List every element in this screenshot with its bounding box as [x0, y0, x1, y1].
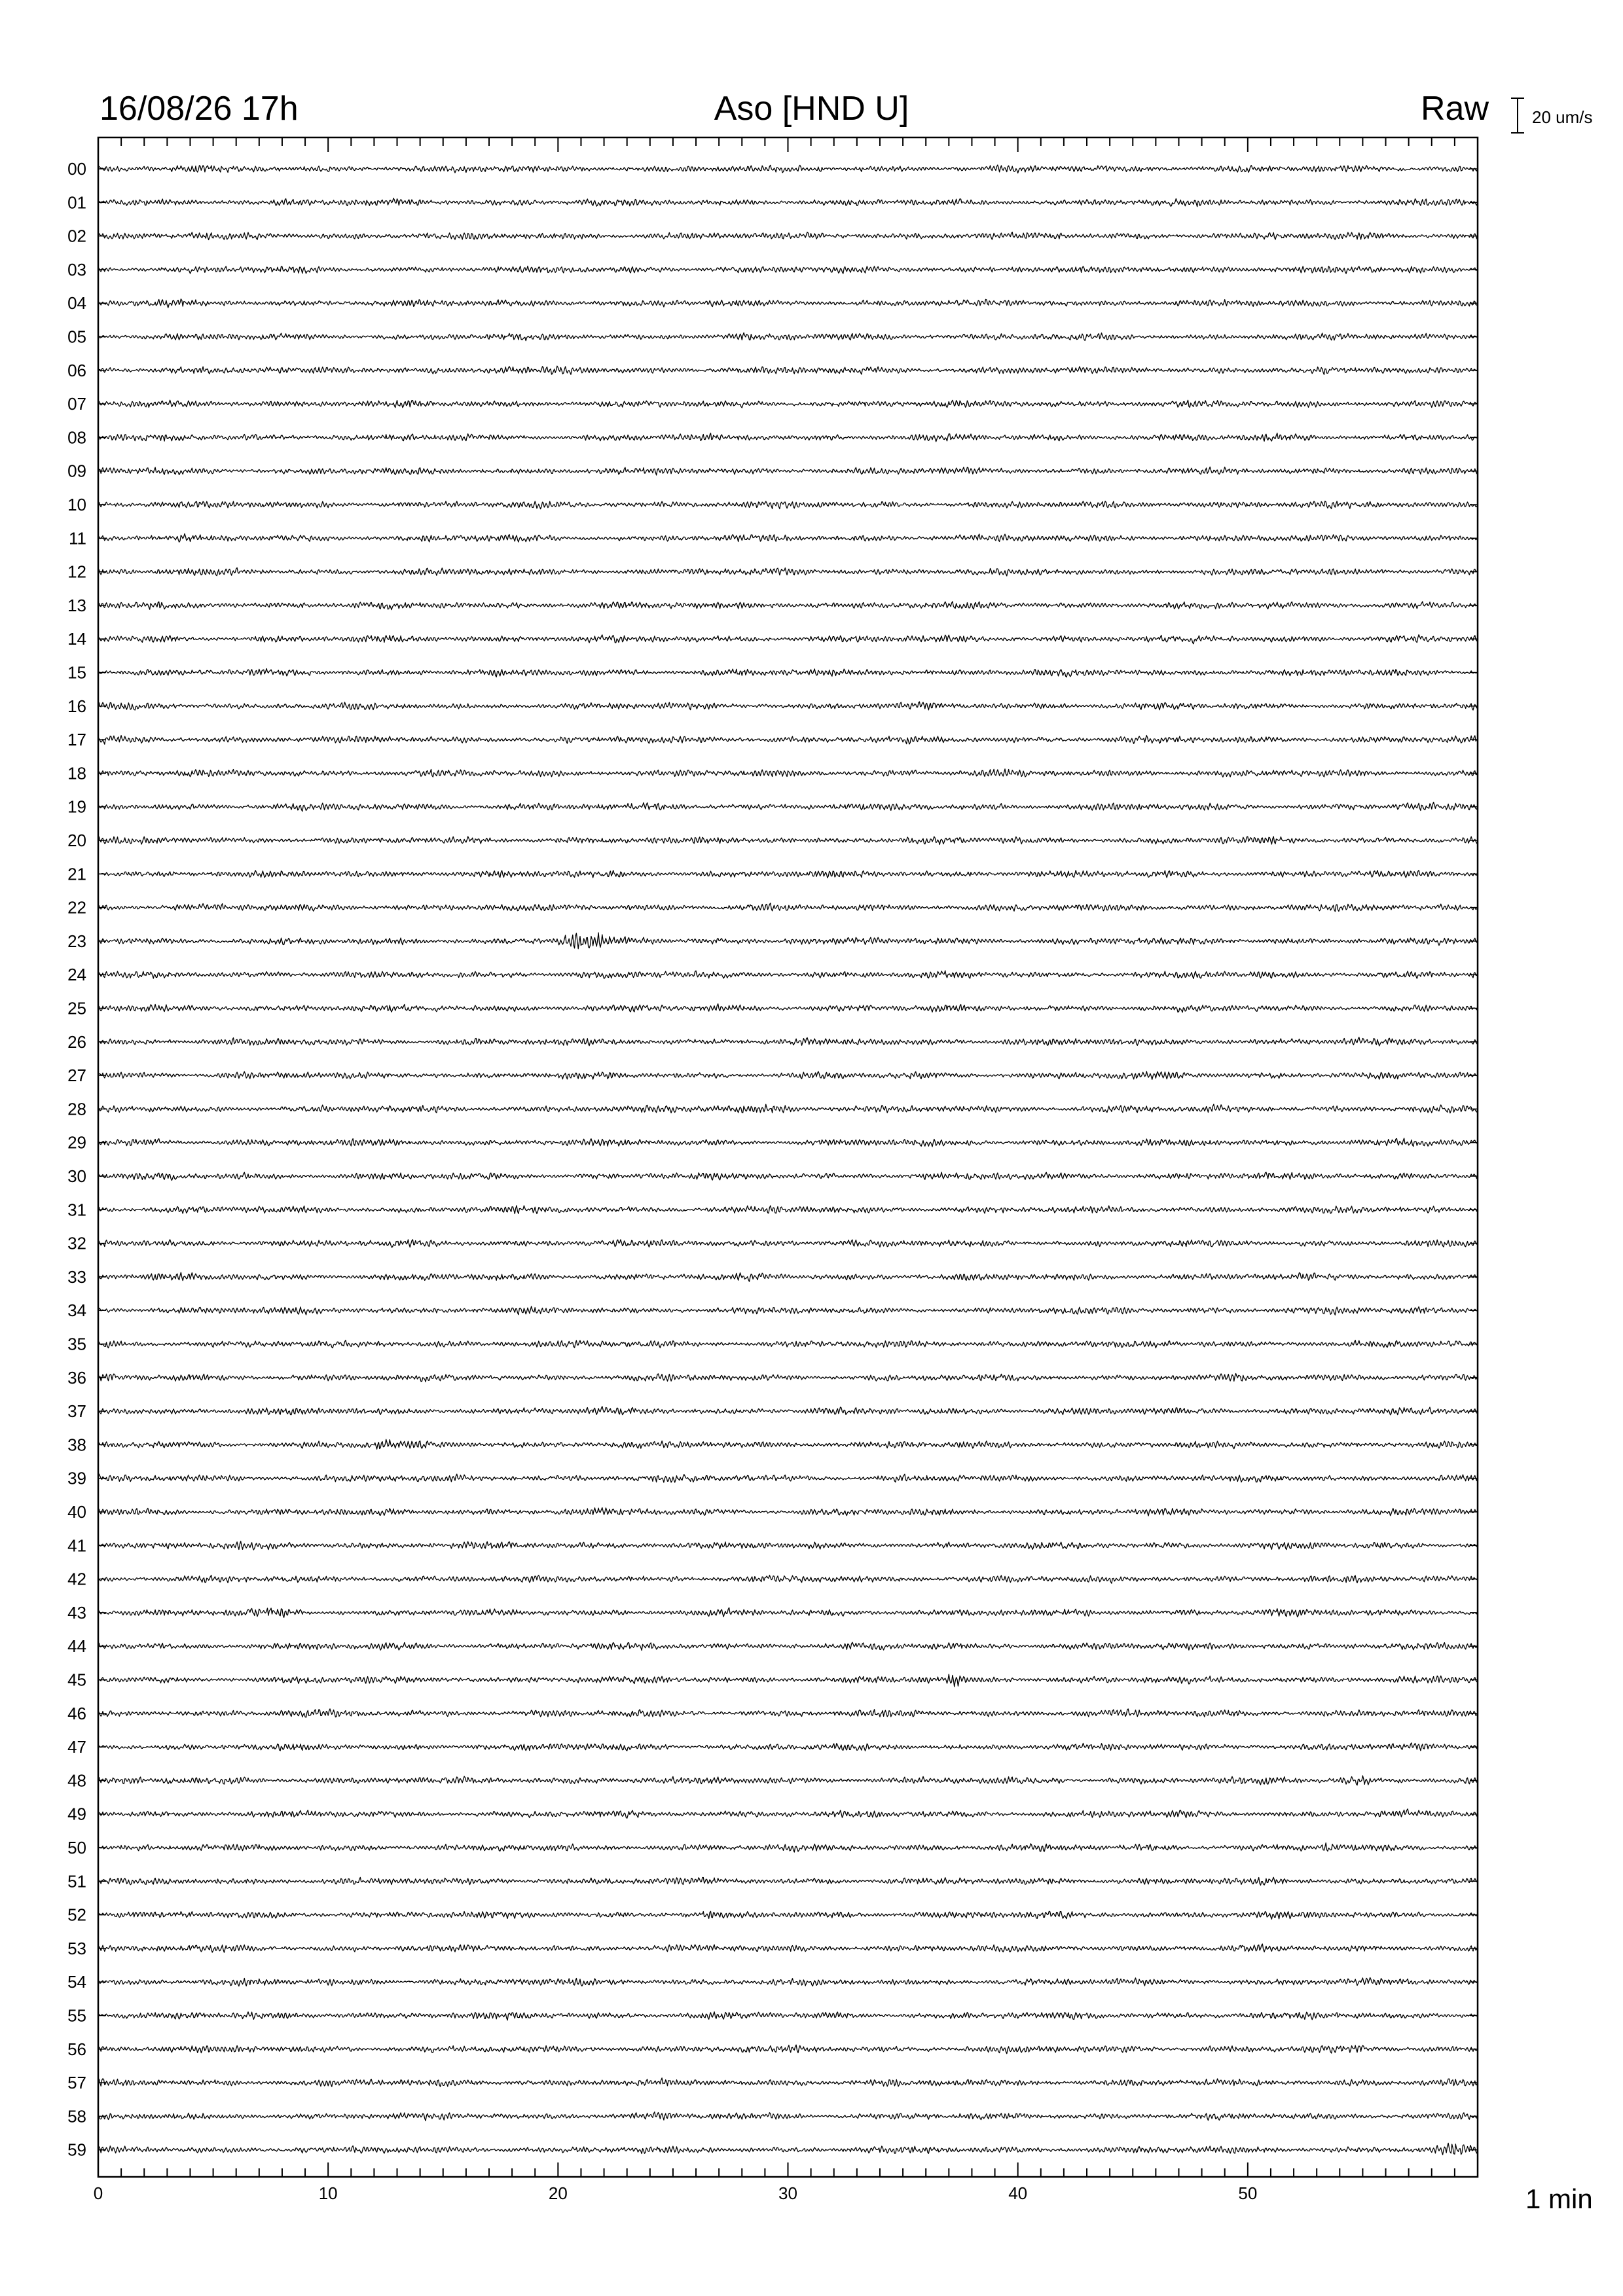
trace-line	[98, 836, 1478, 844]
row-label: 15	[67, 662, 86, 683]
row-label: 39	[67, 1468, 86, 1488]
plot-frame	[98, 137, 1478, 2177]
x-tick-label: 30	[778, 2183, 797, 2203]
trace-line	[98, 601, 1478, 610]
trace-line	[98, 1642, 1478, 1650]
trace-line	[98, 736, 1478, 745]
trace-line	[98, 669, 1478, 677]
trace-line	[98, 2143, 1478, 2155]
row-label: 52	[67, 1905, 86, 1925]
row-label: 51	[67, 1871, 86, 1892]
trace-line	[98, 1776, 1478, 1785]
x-tick-label: 20	[548, 2183, 568, 2203]
row-label: 42	[67, 1569, 86, 1589]
row-label: 30	[67, 1166, 86, 1186]
trace-line	[98, 400, 1478, 408]
row-label: 22	[67, 897, 86, 918]
trace-line	[98, 1541, 1478, 1550]
trace-line	[98, 567, 1478, 576]
trace-line	[98, 332, 1478, 340]
row-label: 45	[67, 1670, 86, 1690]
row-label: 01	[67, 192, 86, 213]
row-label: 23	[67, 931, 86, 951]
x-unit-label: 1 min	[1525, 2183, 1593, 2214]
trace-line	[98, 2012, 1478, 2020]
row-label: 09	[67, 461, 86, 481]
row-label: 32	[67, 1233, 86, 1253]
trace-line	[98, 1340, 1478, 1348]
row-label: 29	[67, 1132, 86, 1153]
trace-line	[98, 232, 1478, 240]
row-label: 19	[67, 797, 86, 817]
trace-line	[98, 1306, 1478, 1315]
row-label: 55	[67, 2005, 86, 2026]
row-label: 54	[67, 1972, 86, 1992]
row-label: 38	[67, 1435, 86, 1455]
trace-line	[98, 1944, 1478, 1952]
trace-line	[98, 198, 1478, 207]
trace-line	[98, 1272, 1478, 1282]
row-label: 14	[67, 629, 86, 649]
trace-line	[98, 769, 1478, 777]
trace-line	[98, 1004, 1478, 1013]
trace-line	[98, 366, 1478, 374]
trace-line	[98, 1508, 1478, 1516]
station-title: Aso [HND U]	[714, 90, 909, 128]
row-label: 27	[67, 1066, 86, 1086]
row-label: 05	[67, 327, 86, 347]
row-label: 56	[67, 2039, 86, 2059]
trace-line	[98, 1843, 1478, 1852]
row-label: 25	[67, 998, 86, 1018]
trace-line	[98, 299, 1478, 308]
row-label: 08	[67, 427, 86, 448]
trace-line	[98, 165, 1478, 173]
amplitude-scale-label: 20 um/s	[1532, 107, 1593, 127]
row-label: 06	[67, 360, 86, 380]
mode-label: Raw	[1421, 90, 1489, 128]
row-label: 07	[67, 394, 86, 414]
x-tick-label: 40	[1008, 2183, 1028, 2203]
datetime-label: 16/08/26 17h	[100, 90, 299, 128]
row-label: 36	[67, 1367, 86, 1388]
trace-line	[98, 533, 1478, 542]
row-label: 40	[67, 1502, 86, 1522]
x-tick-label: 50	[1238, 2183, 1258, 2203]
trace-line	[98, 1104, 1478, 1113]
trace-line	[98, 1709, 1478, 1717]
row-label: 34	[67, 1300, 86, 1321]
row-label: 46	[67, 1703, 86, 1723]
trace-line	[98, 1911, 1478, 1919]
row-label: 04	[67, 293, 86, 314]
row-label: 58	[67, 2106, 86, 2126]
row-label: 37	[67, 1401, 86, 1422]
trace-line	[98, 1138, 1478, 1147]
trace-line	[98, 1743, 1478, 1751]
trace-line	[98, 1407, 1478, 1415]
row-label: 17	[67, 730, 86, 750]
row-label: 26	[67, 1031, 86, 1052]
trace-line	[98, 266, 1478, 274]
trace-line	[98, 1439, 1478, 1449]
trace-line	[98, 933, 1478, 949]
trace-line	[98, 1674, 1478, 1687]
row-label: 53	[67, 1938, 86, 1958]
row-label: 35	[67, 1334, 86, 1354]
row-label: 49	[67, 1804, 86, 1824]
row-label: 10	[67, 495, 86, 514]
trace-line	[98, 501, 1478, 509]
row-label: 21	[67, 864, 86, 884]
x-tick-label: 10	[318, 2183, 338, 2203]
trace-line	[98, 1474, 1478, 1482]
trace-line	[98, 1809, 1478, 1818]
trace-line	[98, 2078, 1478, 2087]
row-label: 44	[67, 1636, 86, 1657]
row-label: 31	[67, 1200, 86, 1220]
trace-line	[98, 1240, 1478, 1247]
trace-line	[98, 635, 1478, 644]
row-label: 12	[67, 562, 86, 582]
row-label: 48	[67, 1770, 86, 1791]
row-label: 24	[67, 965, 86, 985]
trace-line	[98, 2112, 1478, 2121]
row-label: 47	[67, 1737, 86, 1757]
row-label: 33	[67, 1266, 86, 1287]
row-label: 16	[67, 696, 86, 716]
trace-line	[98, 1575, 1478, 1583]
trace-line	[98, 1877, 1478, 1885]
trace-line	[98, 467, 1478, 475]
trace-line	[98, 1172, 1478, 1181]
trace-line	[98, 2045, 1478, 2053]
row-label: 02	[67, 226, 86, 246]
trace-line	[98, 1978, 1478, 1986]
row-label: 13	[67, 595, 86, 615]
x-tick-label: 0	[93, 2183, 103, 2203]
trace-line	[98, 1374, 1478, 1382]
trace-line	[98, 870, 1478, 878]
trace-line	[98, 971, 1478, 978]
trace-line	[98, 1071, 1478, 1079]
trace-line	[98, 1206, 1478, 1214]
row-label: 43	[67, 1602, 86, 1623]
row-label: 03	[67, 259, 86, 279]
row-label: 11	[69, 528, 86, 548]
row-label: 57	[67, 2073, 86, 2093]
trace-line	[98, 702, 1478, 710]
row-label: 59	[67, 2140, 86, 2160]
row-label: 28	[67, 1099, 86, 1119]
row-label: 50	[67, 1838, 86, 1857]
row-label: 41	[67, 1535, 86, 1556]
trace-line	[98, 1607, 1478, 1617]
row-label: 18	[67, 763, 86, 783]
row-label: 20	[67, 831, 86, 850]
row-label: 00	[67, 159, 86, 179]
trace-line	[98, 433, 1478, 442]
trace-line	[98, 903, 1478, 912]
trace-line	[98, 1037, 1478, 1046]
trace-line	[98, 802, 1478, 812]
